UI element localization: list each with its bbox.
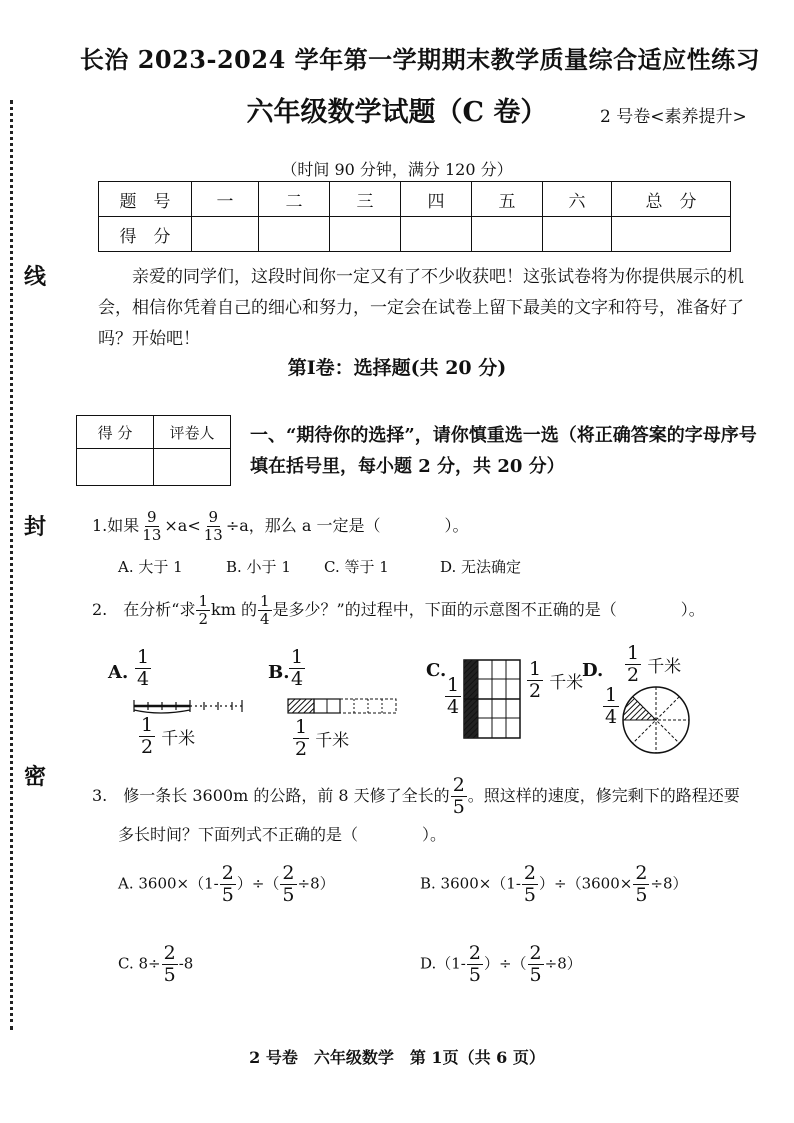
grader-score-label: 得 分	[77, 416, 154, 449]
q1-option-c[interactable]: C. 等于 1	[324, 558, 389, 576]
q2-diagram-a-line	[130, 696, 245, 716]
grader-name-cell[interactable]	[154, 449, 231, 486]
q2-diagram-c-half: $\frac{1}{2}$ 千米	[529, 658, 584, 702]
q2-diagram-c-label: C.	[426, 660, 447, 681]
score-cell: 一	[192, 182, 259, 217]
score-input-cell[interactable]	[192, 217, 259, 252]
grader-name-label: 评卷人	[154, 416, 231, 449]
q2-diagram-a-half: $\frac{1}{2}$ 千米	[141, 714, 196, 758]
q1-option-a[interactable]: A. 大于 1	[118, 558, 183, 576]
q1-mid2: ÷a，那么 a 一定是（ ）。	[225, 516, 469, 535]
q2-diagram-b-half: $\frac{1}{2}$ 千米	[295, 716, 350, 760]
question-3-line2: 多长时间？下面列式不正确的是（ ）。	[118, 825, 447, 844]
q2-diagram-d-half: $\frac{1}{2}$ 千米	[627, 642, 682, 686]
q2-diagram-c-grid	[462, 658, 522, 740]
q2-diagram-c-quarter: $\frac{1}{4}$	[447, 674, 460, 718]
score-cell: 六	[543, 182, 612, 217]
q2-text-c: 是多少？”的过程中，下面的示意图不正确的是（ ）。	[272, 600, 705, 619]
score-input-cell[interactable]	[401, 217, 472, 252]
q3-text-b: 。照这样的速度，修完剩下的路程还要	[467, 786, 740, 805]
q1-prefix: 1.如果	[92, 516, 140, 535]
q2-diagram-b-quarter: $\frac{1}{4}$	[291, 646, 304, 690]
score-cell: 三	[330, 182, 401, 217]
score-cell: 五	[472, 182, 543, 217]
binding-dotted-line	[10, 100, 13, 1030]
score-cell: 题 号	[99, 182, 192, 217]
score-input-cell[interactable]	[472, 217, 543, 252]
score-table	[98, 181, 731, 252]
score-table-score-row	[99, 217, 731, 252]
score-input-cell[interactable]	[612, 217, 731, 252]
q2-diagram-a-label: A.	[108, 662, 129, 683]
score-input-cell[interactable]	[543, 217, 612, 252]
q3-text-a: 3. 修一条长 3600m 的公路，前 8 天修了全长的	[92, 786, 450, 805]
fraction: $\frac{2}{5}$	[452, 774, 465, 818]
version-tag: 2 号卷<素养提升>	[600, 107, 747, 127]
q2-diagram-b-bar	[286, 696, 401, 718]
question-2	[92, 594, 705, 627]
part-title: 第Ⅰ卷：选择题(共 20 分)	[287, 357, 507, 379]
page-footer: 2 号卷 六年级数学 第 1页（共 6 页）	[249, 1048, 545, 1067]
fraction: $\frac{1}{4}$	[259, 592, 270, 628]
grader-table	[76, 415, 231, 486]
exam-title: 长治 2023-2024 学年第一学期期末教学质量综合适应性练习	[79, 45, 761, 74]
score-cell: 二	[259, 182, 330, 217]
intro-paragraph: 亲爱的同学们，这段时间你一定又有了不少收获吧！这张试卷将为你提供展示的机会，相信你凭着自己的细心和努力，一定会在试卷上留下最美的文字和符号，准备好了吗？开始吧！	[98, 267, 744, 349]
q3-option-c[interactable]: C. 8÷ $\frac{2}{5}$ -8	[118, 942, 194, 986]
q2-diagram-d-label: D.	[582, 660, 604, 681]
q1-option-d[interactable]: D. 无法确定	[440, 558, 522, 576]
time-note: （时间 90 分钟，满分 120 分）	[281, 160, 513, 179]
q3-option-b[interactable]: B. 3600×（1- $\frac{2}{5}$ ）÷（3600× $\frac{2}{5}$ ÷8）	[420, 862, 688, 906]
q3-option-d[interactable]: D.（1- $\frac{2}{5}$ ）÷（ $\frac{2}{5}$ ÷8）	[420, 942, 582, 986]
q2-diagram-a-quarter: $\frac{1}{4}$	[137, 646, 150, 690]
q1-mid1: ×a<	[164, 516, 201, 535]
fraction: $\frac{9}{13}$	[203, 508, 223, 544]
q3-option-a[interactable]: A. 3600×（1- $\frac{2}{5}$ ）÷（ $\frac{2}{5}$ ÷8）	[118, 862, 335, 906]
binding-char-xian: 线	[24, 264, 47, 290]
question-1	[92, 510, 469, 543]
grader-score-cell[interactable]	[77, 449, 154, 486]
score-cell: 四	[401, 182, 472, 217]
q2-diagram-b-label: B.	[268, 662, 290, 683]
q2-text-b: km 的	[211, 600, 257, 619]
q2-diagram-d-quarter: $\frac{1}{4}$	[605, 684, 618, 728]
q2-diagram-d-circle	[620, 684, 692, 756]
exam-subtitle: 六年级数学试题（C 卷）	[246, 97, 548, 128]
score-cell: 总 分	[612, 182, 731, 217]
question-3-line1	[92, 776, 740, 817]
score-label-cell: 得 分	[99, 217, 192, 252]
binding-char-feng: 封	[24, 514, 47, 540]
score-table-header-row	[99, 182, 731, 217]
fraction: $\frac{1}{2}$	[198, 592, 208, 628]
section-1-title: 一、“期待你的选择”，请你慎重选一选（将正确答案的字母序号填在括号里，每小题 2 分，共 20 分）	[250, 425, 757, 477]
fraction: $\frac{9}{13}$	[142, 508, 162, 544]
q2-text-a: 2. 在分析“求	[92, 600, 196, 619]
score-input-cell[interactable]	[259, 217, 330, 252]
q1-option-b[interactable]: B. 小于 1	[226, 558, 291, 576]
binding-char-mi: 密	[24, 764, 47, 790]
score-input-cell[interactable]	[330, 217, 401, 252]
